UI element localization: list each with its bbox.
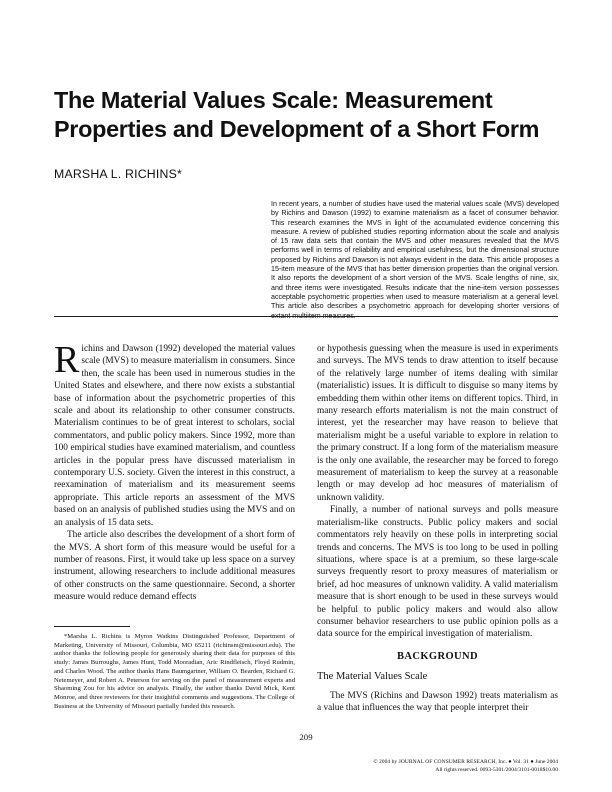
background-paragraph: The MVS (Richins and Dawson 1992) treats materialism as a value that influences the way that people interpret their <box>317 690 558 713</box>
section-heading-background: BACKGROUND <box>396 650 478 662</box>
rights-line: All rights reserved. 0093-5301/2004/3101-0018$10.00 <box>435 767 558 773</box>
intro-paragraph <box>54 339 295 529</box>
abstract: In recent years, a number of studies have used the material values scale (MVS) developed by Richins and Dawson (1992) to examine materialism as a facet of consumer behavior. This research examines the MVS in light of the accumulated evidence concerning this measure. A review of published studies reporting information about the scale and analysis of 15 raw data sets that contain the MVS and other measures revealed that the MVS performs well in terms of reliability and empirical usefulness, but the dimensional structure proposed by Richins and Dawson is not always evident in the data. This article proposes a 15-item measure of the MVS that has better dimension properties than the original version. It also reports the development of a short version of the MVS. Scale lengths of nine, six, and three items were investigated. Results indicate that the nine-item version possesses acceptable psychometric properties when used to measure materialism at a general level. This article also describes a psychometric approach for developing shorter versions of extant multiitem measures. <box>271 200 559 320</box>
author-footnote: *Marsha L. Richins is Myron Watkins Distinguished Professor, Department of Marketing, University of Missouri, Columbia, MO 65211 (richinsm@missouri.edu). The author thanks the following people for generously sharing their data for purposes of this study: James Burroughs, James Hunt, Todd Mooradian, Aric Rindfleisch, Floyd Rudmin, and Charles Wood. The author thanks Hans Baumgartner, William O. Bearden, Richard G. Netemeyer, and Robert A. Peterson for serving on the panel of measurement experts and Shaoming Zou for his advice on analysis. Finally, the author thanks David Mick, Kent Monroe, and three reviewers for their insightful comments and suggestions. The College of Business at the University of Missouri partially funded this research. <box>54 633 295 710</box>
short-form-paragraph: The article also describes the development of a short form of the MVS. A short form of this measure would be useful for a number of reasons. First, it would take up less space on a survey instrument, allowing researchers to include additional measures of other constructs on the same questionnaire. Second, a shorter measure would reduce demand effects <box>54 530 295 603</box>
author-name: MARSHA L. RICHINS* <box>54 167 182 181</box>
left-column <box>54 339 295 604</box>
copyright-line: © 2004 by JOURNAL OF CONSUMER RESEARCH, Inc. ● Vol. 31 ● June 2004 <box>373 759 558 765</box>
page-number: 209 <box>299 732 313 742</box>
footnote-divider <box>54 626 130 627</box>
copyright-notice <box>373 758 558 774</box>
drop-cap: R <box>54 339 80 381</box>
subsection-heading: The Material Values Scale <box>317 671 428 683</box>
abstract-divider <box>54 316 558 317</box>
intro-paragraph-text: ichins and Dawson (1992) developed the material values scale (MVS) to measure materialism in consumers. Since then, the scale has been used in numerous studies in the United States and elsewhere, and there now exists a substantial base of information about the psychometric properties of this scale and about its relationship to other consumer constructs. Materialism continues to be of great interest to scholars, social commentators, and public policy makers. Since 1992, more than 100 empirical studies have examined materialism, and countless articles in the popular press have discussed materialism in contemporary U.S. society. Given the interest in this construct, a reexamination of materialism and its measurement seems appropriate. This article reports an assessment of the MVS based on an analysis of published studies using the MVS and on an analysis of 15 data sets. <box>54 344 295 528</box>
polls-paragraph: Finally, a number of national surveys and polls measure materialism-like constructs. Public policy makers and social commentators rely heavily on these polls in interpreting social trends and concerns. The MVS is too long to be used in polling situations, where space is at a premium, so these large-scale surveys frequently resort to proxy measures of materialism or brief, ad hoc measures of unknown validity. A valid materialism measure that is short enough to be used in these surveys would be helpful to public policy makers and would also allow consumer behavior researchers to use public opinion polls as a data source for the empirical investigation of materialism. <box>317 505 558 640</box>
article-title: The Material Values Scale: Measurement Properties and Development of a Short Form <box>54 87 540 142</box>
continued-paragraph: or hypothesis guessing when the measure is used in experiments and surveys. The MVS tends to draw attention to itself because of the relatively large number of items dealing with similar (materialistic) issues. It is difficult to disguise so many items by embedding them within other items on different topics. Third, in many research efforts materialism is not the main construct of interest, yet the researcher may have reason to believe that materialism might be a useful variable to explore in relation to the primary construct. If a long form of the materialism measure is the only one available, the researcher may be forced to forego measurement of materialism to keep the survey at a reasonable length or may develop ad hoc measures of materialism of unknown validity. <box>317 344 558 503</box>
right-column <box>317 343 558 714</box>
